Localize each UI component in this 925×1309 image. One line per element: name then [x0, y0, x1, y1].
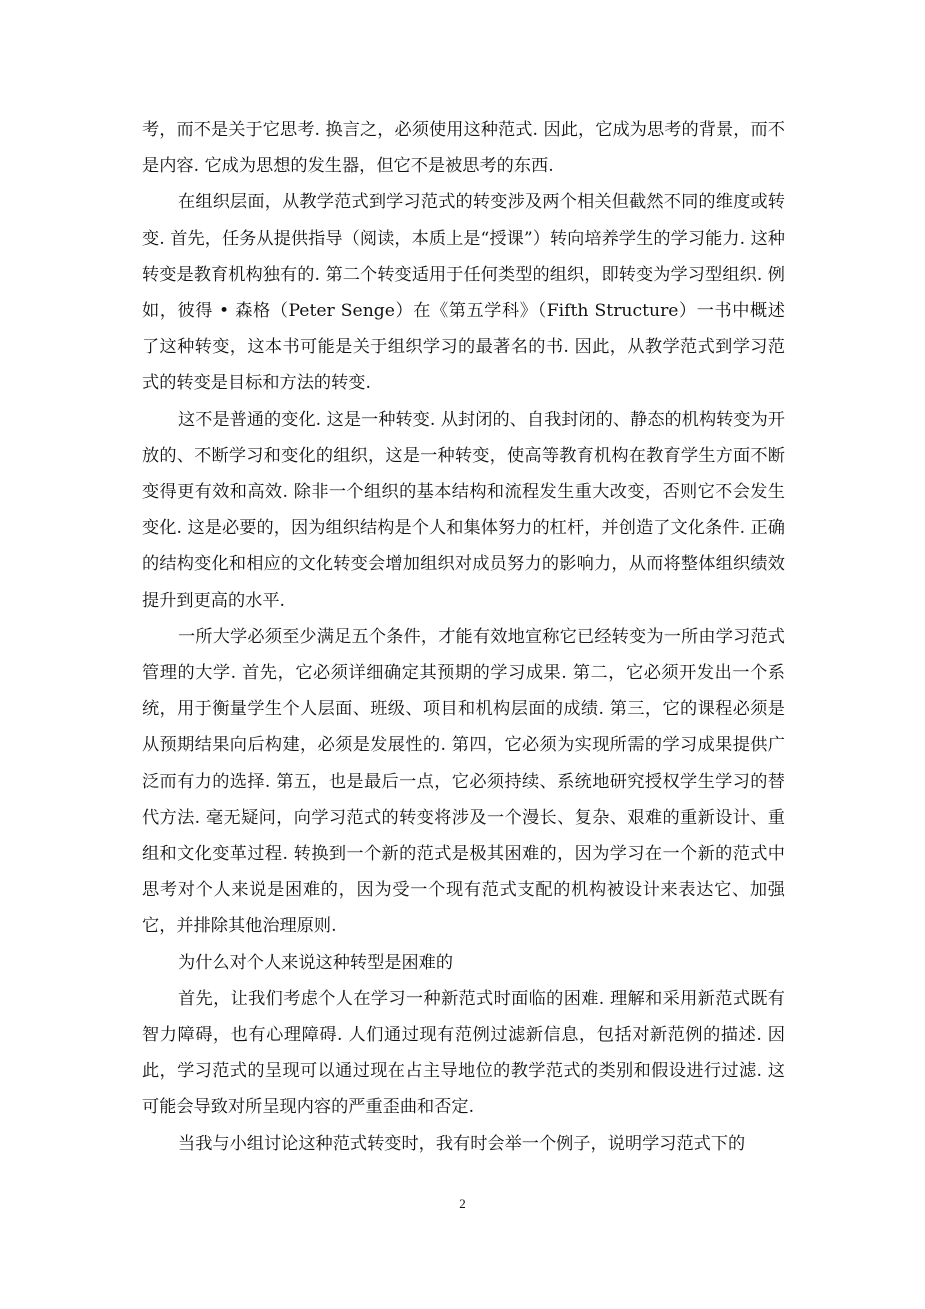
paragraph-2: 在组织层面，从教学范式到学习范式的转变涉及两个相关但截然不同的维度或转变. 首先，任务从提供指导（阅读，本质上是“授课”）转向培养学生的学习能力. 这种转变是教育机构独有的. 第二个转变适用于任何类型的组织，即转变为学习型组织. 例如，彼得 • 森格（Peter Senge）在《第五学科》（Fifth Structure）一书中概述了这种转变，这本书可能是关于组织学习的最著名的书. 因此，从教学范式到学习范式的转变是目标和方法的转变.: [142, 192, 785, 394]
page-number: 2: [459, 1196, 466, 1211]
paragraph-5: 首先，让我们考虑个人在学习一种新范式时面临的困难. 理解和采用新范式既有智力障碍，也有心理障碍. 人们通过现有范例过滤新信息，包括对新范例的描述. 因此，学习范式的呈现可以通过现在占主导地位的教学范式的类别和假设进行过滤. 这可能会导致对所呈现内容的严重歪曲和否定.: [142, 988, 785, 1118]
paragraph-6: 当我与小组讨论这种范式转变时，我有时会举一个例子，说明学习范式下的: [178, 1133, 746, 1154]
section-heading: 为什么对个人来说这种转型是困难的: [178, 952, 454, 973]
paragraph-3: 这不是普通的变化. 这是一种转变. 从封闭的、自我封闭的、静态的机构转变为开放的、不断学习和变化的组织，这是一种转变，使高等教育机构在教育学生方面不断变得更有效和高效. 除非一个组织的基本结构和流程发生重大改变，否则它不会发生变化. 这是必要的，因为组织结构是个人和集体努力的杠杆，并创造了文化条件. 正确的结构变化和相应的文化转变会增加组织对成员努力的影响力，从而将整体组织绩效提升到更高的水平.: [142, 409, 785, 611]
paragraph-1: 考，而不是关于它思考. 换言之，必须使用这种范式. 因此，它成为思考的背景，而不是内容. 它成为思想的发生器，但它不是被思考的东西.: [142, 120, 785, 177]
document-body: [142, 112, 785, 1162]
paragraph-4: 一所大学必须至少满足五个条件，才能有效地宣称它已经转变为一所由学习范式管理的大学. 首先，它必须详细确定其预期的学习成果. 第二，它必须开发出一个系统，用于衡量学生个人层面、班级、项目和机构层面的成绩. 第三，它的课程必须是从预期结果向后构建，必须是发展性的. 第四，它必须为实现所需的学习成果提供广泛而有力的选择. 第五，也是最后一点，它必须持续、系统地研究授权学生学习的替代方法. 毫无疑问，向学习范式的转变将涉及一个漫长、复杂、艰难的重新设计、重组和文化变革过程. 转换到一个新的范式是极其困难的，因为学习在一个新的范式中思考对个人来说是困难的，因为受一个现有范式支配的机构被设计来表达它、加强它，并排除其他治理原则.: [142, 626, 785, 937]
